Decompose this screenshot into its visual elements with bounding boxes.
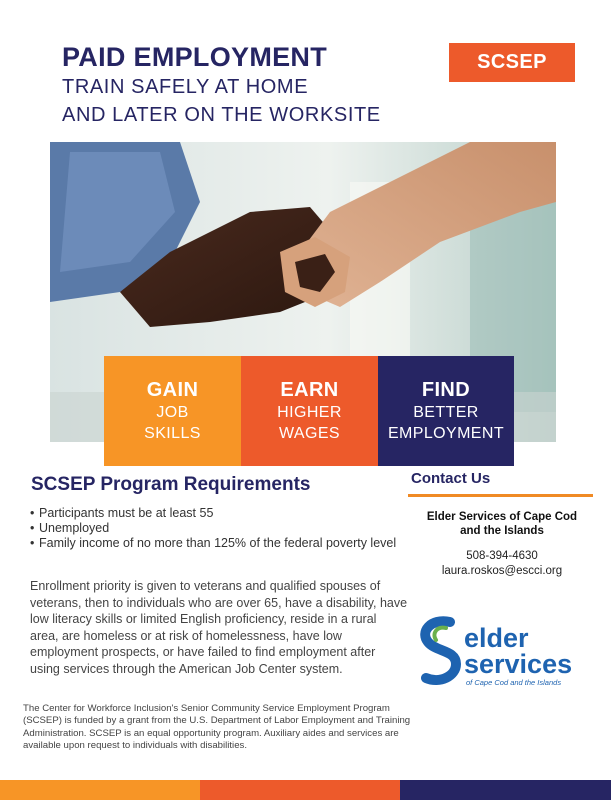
logo-word-elder: elder: [464, 623, 529, 653]
enrollment-priority-text: Enrollment priority is given to veterans and qualified spouses of veterans, then to individuals who are over 65, have a disability, have low literacy skills or limited English proficiency, reside in a rural area, are homeless or at risk of homelessness, have low employment prospects, or have failed to find employment after using services through the American Job Center system.: [30, 579, 408, 676]
program-badge: SCSEP: [449, 43, 575, 82]
logo-tagline: of Cape Cod and the Islands: [466, 678, 562, 687]
requirements-heading: SCSEP Program Requirements: [31, 474, 311, 495]
benefit-line: WAGES: [279, 425, 340, 442]
benefit-earn-higher-wages: [241, 356, 378, 466]
contact-divider: [408, 494, 593, 497]
contact-phone: 508-394-4630: [466, 550, 538, 562]
subtitle-line-1: TRAIN SAFELY AT HOME: [62, 76, 309, 98]
benefit-line: SKILLS: [144, 425, 201, 442]
org-name-line-1: Elder Services of Cape Cod: [426, 511, 578, 523]
logo-word-services: services: [464, 649, 573, 679]
contact-email: laura.roskos@escci.org: [441, 565, 563, 577]
benefit-gain-job-skills: [104, 356, 241, 466]
benefit-title: GAIN: [146, 379, 199, 401]
list-item: • Participants must be at least 55: [30, 506, 410, 521]
footer-bar-navy: [400, 780, 611, 800]
contact-heading: Contact Us: [411, 470, 491, 487]
benefit-line: EMPLOYMENT: [387, 425, 504, 442]
benefit-line: HIGHER: [277, 404, 342, 421]
footer-bar-red: [200, 780, 400, 800]
funding-disclaimer: The Center for Workforce Inclusion's Senior Community Service Employment Program (SCSEP) is funded by a grant from the U.S. Department of Labor Employment and Training Administration. SCSEP is an equal opportunity program. Auxiliary aides and services are available upon request to individuals with disabilities.: [23, 703, 411, 751]
benefit-title: FIND: [421, 379, 471, 401]
benefit-find-better-employment: [378, 356, 514, 466]
benefit-line: JOB: [156, 404, 189, 421]
benefit-title: EARN: [280, 379, 339, 401]
org-name-line-2: and the Islands: [460, 525, 544, 537]
benefit-line: BETTER: [413, 404, 479, 421]
footer-bar-orange: [0, 780, 200, 800]
requirements-list: [30, 506, 410, 551]
organization-name: [412, 510, 592, 538]
subtitle-line-2: AND LATER ON THE WORKSITE: [62, 104, 381, 126]
page-title: PAID EMPLOYMENT: [62, 42, 328, 72]
list-item: • Family income of no more than 125% of the federal poverty level: [30, 536, 410, 551]
logo-s-mark-icon: [416, 614, 596, 690]
list-item: • Unemployed: [30, 521, 410, 536]
elder-services-logo: [416, 614, 596, 690]
